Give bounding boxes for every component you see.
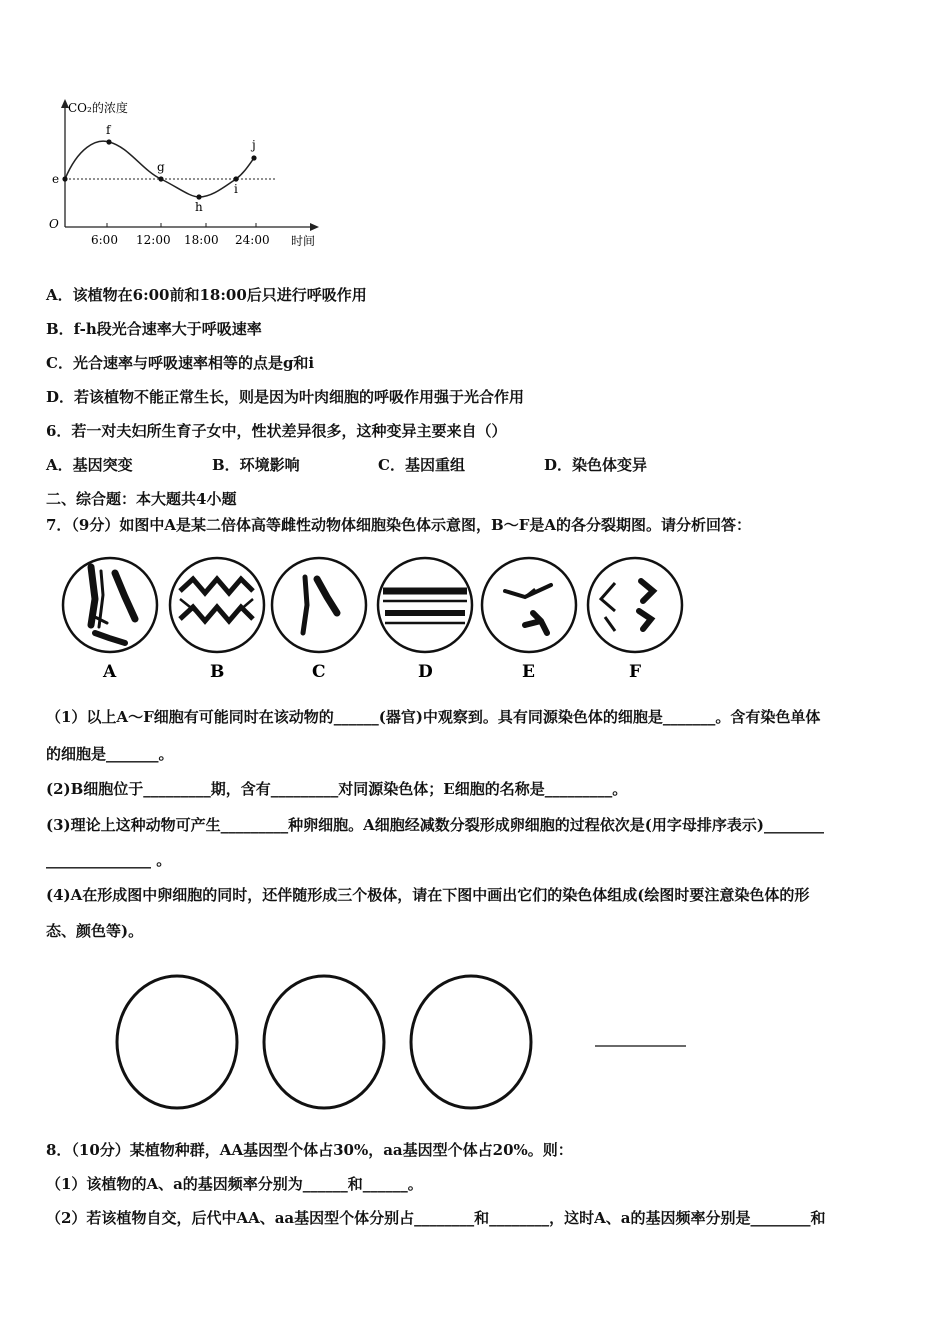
tick-label-12: 12:00 [136, 233, 171, 247]
cell-d [378, 558, 472, 652]
q8-stem: 8．（10分）某植物种群，AA基因型个体占30%，aa基因型个体占20%。则： [46, 1141, 573, 1159]
cell-f [588, 558, 682, 652]
cell-c [272, 558, 366, 652]
section-2-heading: 二、综合题：本大题共4小题 [46, 490, 237, 508]
cell-label-a: A [103, 662, 117, 682]
cell-label-f: F [629, 662, 642, 682]
point-j [251, 155, 256, 160]
y-axis-label: CO₂的浓度 [68, 101, 128, 115]
q7-part1-line2: 的细胞是_______。 [46, 745, 174, 763]
q7-part3-line1: (3)理论上这种动物可产生_________种卵细胞。A细胞经减数分裂形成卵细胞的过程依次是(用字母排序表示)________ [46, 816, 824, 834]
x-axis-arrow [310, 223, 319, 231]
q7-part2: (2)B细胞位于_________期，含有_________对同源染色体；E细胞的名称是_________。 [46, 780, 628, 798]
q7-part1-line1: （1）以上A～F细胞有可能同时在该动物的______(器官)中观察到。具有同源染色体的细胞是_______。含有染色单体 [46, 708, 821, 726]
q6-option-b: B．环境影响 [212, 456, 300, 474]
label-i: i [234, 182, 238, 196]
cell-a [63, 558, 157, 652]
point-g [158, 176, 163, 181]
cell-division-figure [55, 553, 695, 683]
q7-stem: 7．（9分）如图中A是某二倍体高等雌性动物体细胞染色体示意图，B～F是A的各分裂期图。请分析回答： [46, 516, 751, 534]
q8-part1: （1）该植物的A、a的基因频率分别为______和______。 [46, 1175, 423, 1193]
tick-label-24: 24:00 [235, 233, 270, 247]
tick-label-18: 18:00 [184, 233, 219, 247]
q6-option-c: C．基因重组 [378, 456, 465, 474]
tick-label-6: 6:00 [91, 233, 118, 247]
q5-option-b: B．f-h段光合速率大于呼吸速率 [46, 320, 262, 338]
cell-label-c: C [312, 662, 326, 682]
cell-label-d: D [418, 662, 433, 682]
label-h: h [195, 200, 203, 214]
empty-circle-1[interactable] [117, 976, 237, 1108]
q6-option-d: D．染色体变异 [544, 456, 648, 474]
q7-part3-line2: ______________ 。 [46, 851, 172, 869]
point-f [106, 139, 111, 144]
q7-part4-line2: 态、颜色等)。 [46, 922, 144, 940]
label-e: e [52, 172, 60, 186]
origin-label: O [49, 217, 59, 231]
cell-label-e: E [522, 662, 535, 682]
point-e [62, 176, 67, 181]
point-i [233, 176, 238, 181]
label-f: f [106, 123, 111, 137]
x-axis-label: 时间 [291, 234, 316, 248]
co2-graph [44, 96, 334, 256]
q5-option-a: A．该植物在6:00前和18:00后只进行呼吸作用 [46, 286, 367, 304]
q6-stem: 6．若一对夫妇所生育子女中，性状差异很多，这种变异主要来自（） [46, 422, 507, 440]
label-j: j [252, 138, 256, 152]
empty-circle-2[interactable] [264, 976, 384, 1108]
q8-part2: （2）若该植物自交，后代中AA、aa基因型个体分别占________和________，这时A、a的基因频率分别是________和 [46, 1209, 826, 1227]
label-g: g [157, 160, 165, 174]
q6-options [46, 455, 710, 475]
q5-option-d: D．若该植物不能正常生长，则是因为叶肉细胞的呼吸作用强于光合作用 [46, 388, 525, 406]
q5-option-c: C．光合速率与呼吸速率相等的点是g和i [46, 354, 315, 372]
cell-b [170, 558, 264, 652]
cell-label-b: B [210, 662, 225, 682]
empty-circle-3[interactable] [411, 976, 531, 1108]
point-h [196, 194, 201, 199]
cell-e [482, 558, 576, 652]
q6-option-a: A．基因突变 [46, 456, 133, 474]
q7-part4-line1: (4)A在形成图中卵细胞的同时，还伴随形成三个极体，请在下图中画出它们的染色体组成(绘图时要注意染色体的形 [46, 886, 810, 904]
polar-body-drawing-area [105, 968, 705, 1118]
